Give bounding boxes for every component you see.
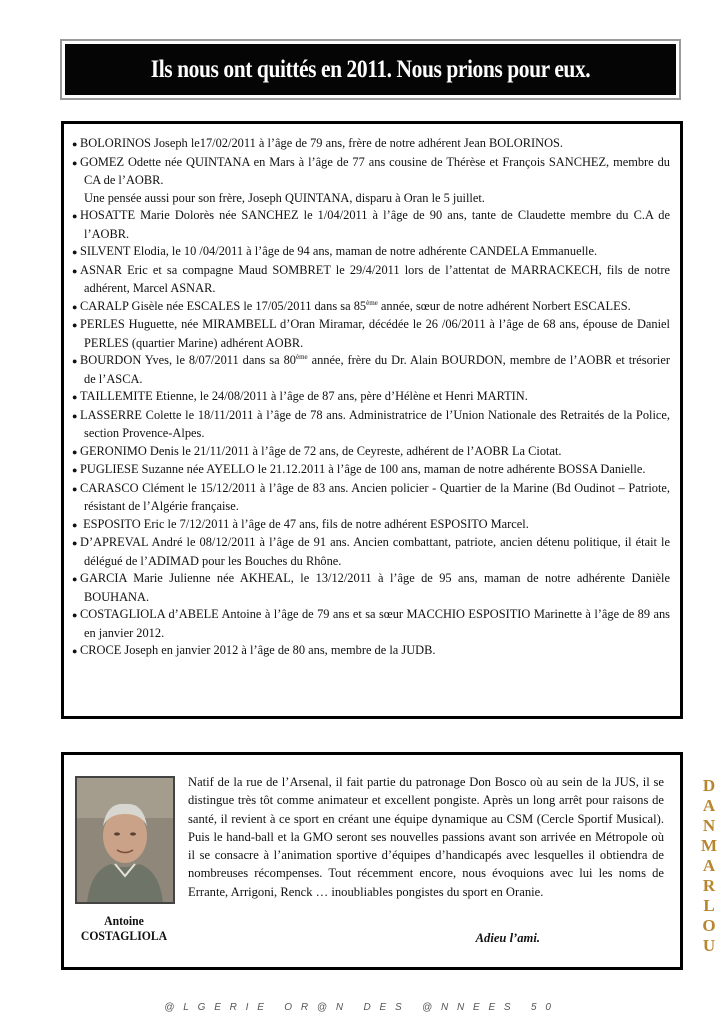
obituary-entry <box>72 606 670 642</box>
obituary-entry <box>72 443 670 462</box>
entry-text: CARASCO Clément le 15/12/2011 à l’âge de 83 ans. Ancien policier - Quartier de la Marine (Bd Oudinot – Patriote, résistant de l’Algérie française. <box>80 480 670 513</box>
obituary-entry <box>72 207 670 243</box>
obituary-entry <box>72 570 670 606</box>
obituary-entry <box>72 388 670 407</box>
bullet-icon: ● <box>72 157 78 168</box>
entry-text: GOMEZ Odette née QUINTANA en Mars à l’âge de 77 ans cousine de Thérèse et François SANCHEZ, membre du CA de l’AOBR. <box>80 154 670 187</box>
entry-text: GERONIMO Denis le 21/11/2011 à l’âge de 72 ans, de Ceyreste, adhérent de l’AOBR La Ciotat. <box>80 443 562 458</box>
obituary-entry <box>72 154 670 190</box>
obituary-entry <box>72 135 670 154</box>
obituary-entry <box>72 352 670 388</box>
entry-text: BOURDON Yves, le 8/07/2011 dans sa 80 <box>80 353 296 367</box>
entry-superscript: ème <box>366 298 378 307</box>
entry-text: PERLES Huguette, née MIRAMBELL d’Oran Miramar, décédée le 26 /06/2011 à l’âge de 68 ans, épouse de Daniel PERLES (quartier Marine) adhérent AOBR. <box>80 317 670 350</box>
obituary-entry <box>72 407 670 443</box>
title-banner-fill <box>65 44 676 95</box>
entry-text: CROCE Joseph en janvier 2012 à l’âge de 80 ans, membre de la JUDB. <box>80 643 436 657</box>
entry-superscript: ème <box>295 352 308 361</box>
obituary-entry <box>72 298 670 317</box>
vertical-signature: DANMARLOU <box>700 776 718 955</box>
obituary-entry <box>72 262 670 298</box>
entry-text: TAILLEMITE Etienne, le 24/08/2011 à l’âge de 87 ans, père d’Hélène et Henri MARTIN. <box>80 389 528 403</box>
bullet-icon: ● <box>72 574 78 584</box>
tribute-signoff: Adieu l’ami. <box>475 931 540 945</box>
bullet-icon: ● <box>72 410 78 421</box>
obituary-entry <box>72 534 670 570</box>
entry-text: GARCIA Marie Julienne née AKHEAL, le 13/12/2011 à l’âge de 95 ans, maman de notre adhérente Danièle BOUHANA. <box>80 571 670 604</box>
entry-text: D’APREVAL André le 08/12/2011 à l’âge de 91 ans. Ancien combattant, patriote, ancien détenu politique, il était le délégué de l’ADIMAD pour les Bouches du Rhône. <box>80 535 670 568</box>
entry-text: SILVENT Elodia, le 10 /04/2011 à l’âge de 94 ans, maman de notre adhérente CANDELA Emmanuelle. <box>80 244 598 258</box>
obituary-entry <box>72 316 670 352</box>
bullet-icon: ● <box>72 356 78 366</box>
title-banner <box>60 39 681 100</box>
entry-text-rest: année, sœur de notre adhérent Norbert ESCALES. <box>377 298 631 313</box>
portrait-illustration <box>77 778 173 902</box>
obituary-entry <box>72 190 670 208</box>
entry-text: PUGLIESE Suzanne née AYELLO le 21.12.2011 à l’âge de 100 ans, maman de notre adhérente BOSSA Danielle. <box>80 462 646 476</box>
bullet-icon: ● <box>72 392 78 402</box>
obituary-list <box>61 121 683 719</box>
bullet-icon: ● <box>72 538 78 548</box>
tribute-text: Natif de la rue de l’Arsenal, il fait partie du patronage Don Bosco où au sein de la JUS, il se distingue très tôt comme animateur et excellent pongiste. Après un long arrêt pour raisons de santé, il revient à ce sport en créant une équipe dynamique au CSM (Cercle Sportif Musical). Puis le hand-ball et la GMO seront ses nouvelles passions avant son arrivée en Métropole où il se consacre à l’animation sportive d’équipes d’handicapés avec lesquelles il obtiendra de nombreuses récompenses. Tout récemment encore, nous évoquions avec lui les noms de Errante, Arrigoni, Renck … inoubliables pongistes du sport en Oranie. <box>188 775 664 899</box>
entry-text: ESPOSITO Eric le 7/12/2011 à l’âge de 47 ans, fils de notre adhérent ESPOSITO Marcel. <box>80 516 529 531</box>
bullet-icon: ● <box>72 446 78 457</box>
bullet-icon: ● <box>72 465 78 475</box>
caption-first-name: Antoine <box>104 913 144 928</box>
entry-text: HOSATTE Marie Dolorès née SANCHEZ le 1/04/2011 à l’âge de 90 ans, tante de Claudette membre du C.A de l’AOBR. <box>80 208 670 241</box>
bullet-icon: ● <box>72 483 78 494</box>
bullet-icon: ● <box>72 211 78 221</box>
entry-text: ASNAR Eric et sa compagne Maud SOMBRET le 29/4/2011 lors de l’attentat de MARRACKECH, fils de notre adhérent, Marcel ASNAR. <box>80 262 670 295</box>
entry-text: LASSERRE Colette le 18/11/2011 à l’âge de 78 ans. Administratrice de l’Union Nationale des Retraités de la Police, section Provence-Alpes. <box>80 407 670 440</box>
bullet-icon: ● <box>72 646 78 656</box>
tribute-box <box>61 752 683 970</box>
obituary-entry <box>72 461 670 480</box>
bullet-icon: ● <box>72 139 78 149</box>
portrait-photo <box>75 776 175 904</box>
bullet-icon: ● <box>72 610 78 620</box>
bullet-icon: ● <box>72 247 78 257</box>
bullet-icon: ● <box>72 301 78 312</box>
obituary-entry <box>72 516 670 535</box>
entry-text: BOLORINOS Joseph le17/02/2011 à l’âge de 79 ans, frère de notre adhérent Jean BOLORINOS. <box>80 136 564 150</box>
obituary-entry <box>72 642 670 661</box>
caption-last-name: COSTAGLIOLA <box>80 928 168 943</box>
page-title: Ils nous ont quittés en 2011. Nous prions pour eux. <box>150 55 591 83</box>
entry-text: Une pensée aussi pour son frère, Joseph QUINTANA, disparu à Oran le 5 juillet. <box>84 190 485 205</box>
entry-text-rest: année, frère du Dr. Alain BOURDON, membre de l’AOBR et trésorier de l’ASCA. <box>84 353 670 386</box>
page-footer: @LGERIE OR@N DES @NNEES 50 <box>164 1002 560 1013</box>
bullet-icon: ● <box>72 320 78 330</box>
bullet-icon: ● <box>72 519 78 530</box>
entry-text: COSTAGLIOLA d’ABELE Antoine à l’âge de 79 ans et sa sœur MACCHIO ESPOSITIO Marinette à l’âge de 89 ans en janvier 2012. <box>80 607 670 640</box>
obituary-entry <box>72 243 670 262</box>
obituary-entry <box>72 480 670 516</box>
photo-caption <box>74 913 175 943</box>
entry-text: CARALP Gisèle née ESCALES le 17/05/2011 dans sa 85 <box>80 298 367 313</box>
bullet-icon: ● <box>72 265 78 276</box>
